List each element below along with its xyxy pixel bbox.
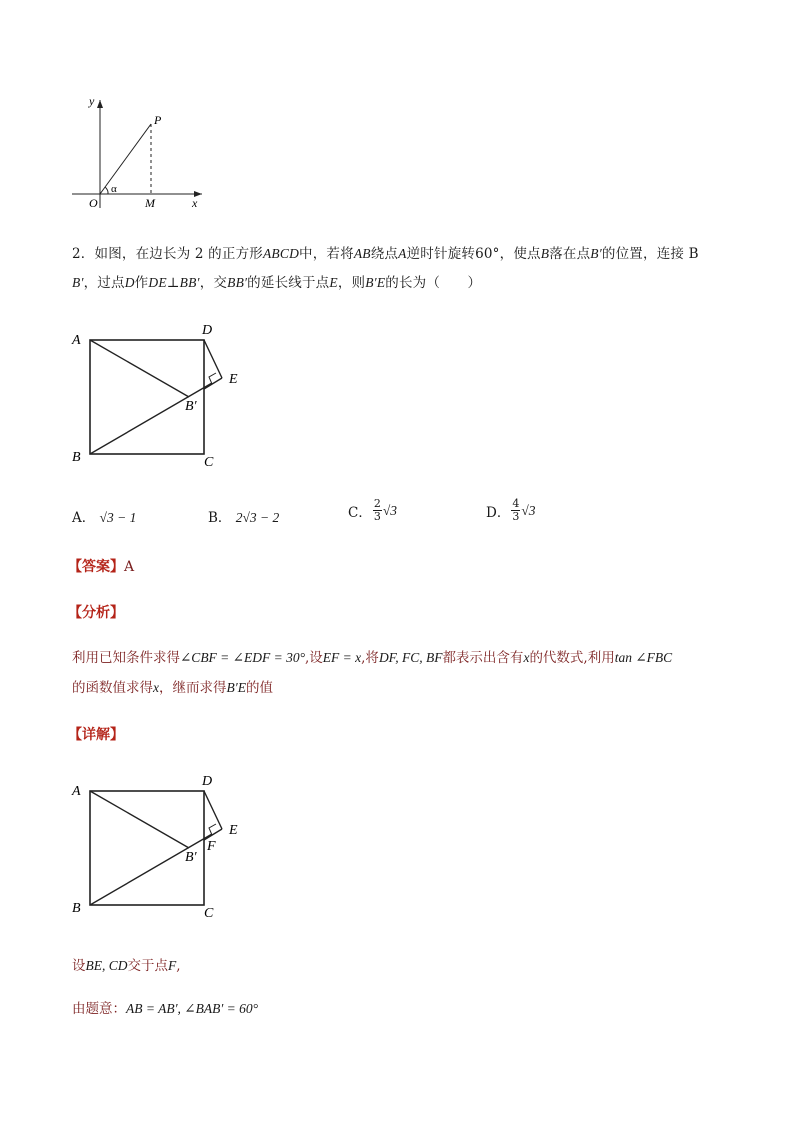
answer-line <box>68 556 134 576</box>
option-d: D． $\frac{4}{3}$ √3 <box>486 497 536 523</box>
label-m: M <box>145 196 155 210</box>
question-line-2: B′，过点D作DE⊥BB′，交BB′的延长线于点E，则B′E的长为（ ） <box>72 275 482 291</box>
detail-label: 【详解】 <box>68 727 124 743</box>
coordinate-figure <box>60 90 220 215</box>
option-c: C． $\frac{2}{3}$ √3 <box>348 497 398 523</box>
fraction: $\frac{4}{3}$ <box>512 497 520 523</box>
label-b-prime: B′ <box>185 399 197 414</box>
step-2: 由题意：AB = AB′, ∠BAB′ = 60° <box>72 1001 259 1017</box>
label-a: A <box>72 784 81 799</box>
label-x: x <box>192 196 198 210</box>
angle-arc <box>105 187 108 194</box>
label-e: E <box>229 372 238 387</box>
segment-ab-prime <box>90 340 189 397</box>
label-d: D <box>202 774 213 789</box>
question-number: 2 <box>72 246 81 262</box>
question-line-1: 2．如图，在边长为 2 的正方形ABCD中，若将AB绕点A逆时针旋转60°，使点B落在点B′的位置，连接 B <box>72 246 699 262</box>
answer-label: 【答案】 <box>68 559 124 575</box>
segment-e-tail <box>204 378 222 389</box>
label-b-prime: B′ <box>185 850 197 865</box>
label-y: y <box>89 94 95 108</box>
answer-value: A <box>124 559 135 575</box>
segment-be <box>90 383 212 454</box>
square-figure <box>64 318 254 474</box>
label-o: O <box>89 196 98 210</box>
label-c: C <box>204 906 214 921</box>
segment-be <box>90 834 212 905</box>
step-1: 设BE, CD交于点F, <box>72 958 181 974</box>
label-a: A <box>72 333 81 348</box>
y-axis-arrow <box>97 100 103 108</box>
label-d: D <box>202 323 213 338</box>
label-e: E <box>229 823 238 838</box>
segment-ab-prime <box>90 791 189 848</box>
label-alpha: α <box>111 183 117 195</box>
label-p: P <box>154 113 162 127</box>
label-f: F <box>207 839 216 854</box>
label-b: B <box>72 901 81 916</box>
segment-de <box>204 340 222 378</box>
square-figure-detail <box>64 769 254 925</box>
option-a: A． √3 − 1 <box>72 510 137 526</box>
analysis-text: 利用已知条件求得∠CBF = ∠EDF = 30°,设EF = x,将DF, FC, BF都表示出含有x的代数式,利用tan ∠FBC 的函数值求得x，继而求得B′E的值 <box>72 650 673 696</box>
option-b: B． 2√3 − 2 <box>208 510 280 526</box>
label-c: C <box>204 455 214 470</box>
analysis-label: 【分析】 <box>68 605 124 621</box>
segment-de <box>204 791 222 829</box>
fraction: $\frac{2}{3}$ <box>373 497 381 523</box>
segment-op <box>100 124 151 194</box>
label-b: B <box>72 450 81 465</box>
